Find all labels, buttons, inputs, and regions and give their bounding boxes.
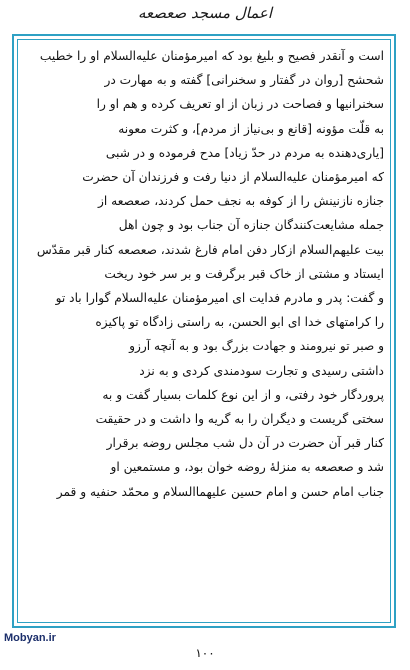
body-line: جناب امام حسن و امام حسین علیهماالسلام و محمّد حنفیه و قمر <box>56 484 384 499</box>
body-line: جمله مشایعت‌کنندگان جنازه آن جناب بود و چون اهل <box>118 218 384 233</box>
body-line: شحشح [روان در گفتار و سخنرانی] گفته و به مهارت در <box>104 73 384 88</box>
body-line: شد و صعصعه به منزلۀ روضه خوان بود، و مستمعین او <box>110 460 384 475</box>
body-line: و صبر تو نیرومند و جهادت بزرگ بود و به آنچه آرزو <box>129 339 384 354</box>
body-line: [یاری‌دهنده به مردم در حدّ زیاد] مدح فرموده و در شبی <box>105 145 384 160</box>
body-line: کنار قبر آن حضرت در آن دل شب مجلس روضه برقرار <box>106 436 384 451</box>
body-line: داشتی رسیدی و تجارت سودمندی کردی و به نزد <box>139 363 384 378</box>
body-line: که امیرمؤمنان علیه‌السلام از دنیا رفت و فرزندان آن حضرت <box>82 170 384 185</box>
body-line: بیت علیهم‌السلام ازکار دفن امام فارغ شدند، صعصعه کنار قبر مقدّس <box>36 242 384 257</box>
body-text <box>24 44 384 504</box>
page-number: ۱۰۰ <box>195 646 215 660</box>
body-line: به قلّت مؤونه [قانع و بی‌نیاز از مردم]، و کثرت معونه <box>118 121 384 136</box>
body-line: و گفت: پدر و مادرم فدایت ای امیرمؤمنان علیه‌السلام گوارا باد تو <box>55 291 384 306</box>
site-watermark: Mobyan.ir <box>4 632 56 644</box>
page-header-title: اعمال مسجد صعصعه <box>137 4 273 22</box>
body-line: سخنرانیها و فصاحت در زبان از او تعریف کرده و هم او را <box>96 97 384 112</box>
body-line: جنازه نازنینش را از کوفه به نجف حمل کردند، صعصعه از <box>98 194 384 209</box>
body-line: است و آنقدر فصیح و بلیغ بود که امیرمؤمنان علیه‌السلام او را خطیب <box>39 49 384 63</box>
body-line: را کرامتهای خدا ای ابو الحسن، به راستی زادگاه تو پاکیزه <box>95 315 384 330</box>
body-line: ایستاد و مشتی از خاک قبر برگرفت و بر سر خود ریخت <box>104 266 384 281</box>
body-line: سختی گریست و دیگران را به گریه وا داشت و در حقیقت <box>95 412 384 427</box>
body-line: پروردگار خود رفتی، و از این نوع کلمات بسیار گفت و به <box>102 387 384 402</box>
